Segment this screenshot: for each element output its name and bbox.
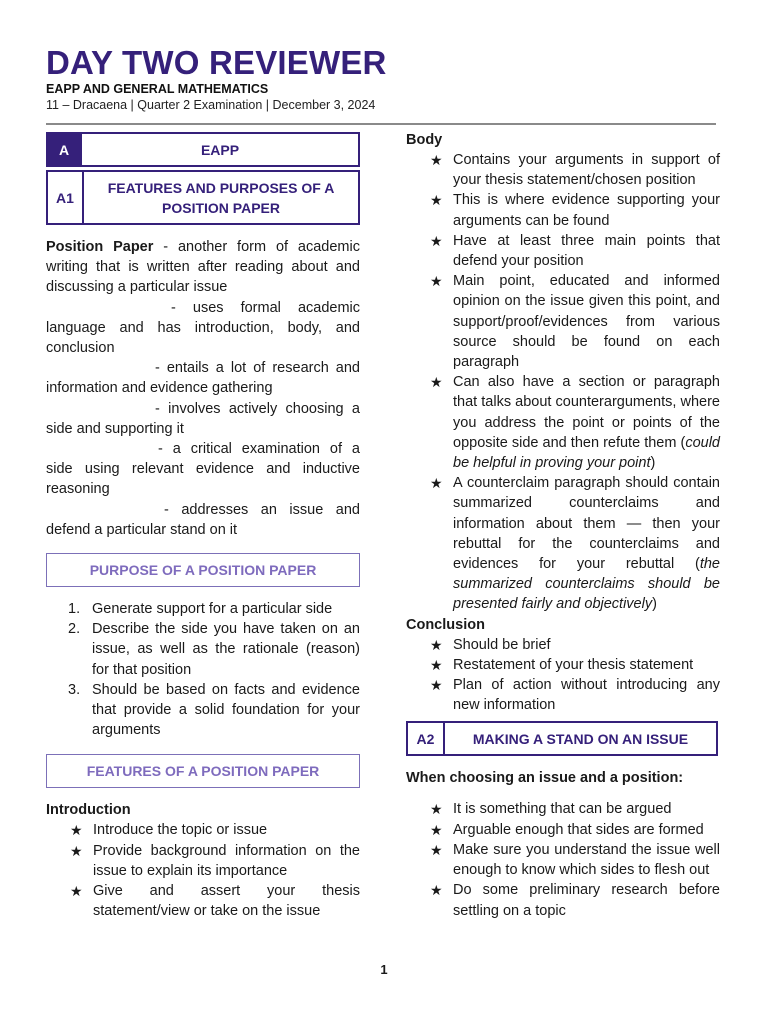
star-icon: ★ <box>430 841 443 858</box>
star-icon: ★ <box>430 192 443 209</box>
conclusion-list <box>406 635 720 716</box>
list-item: ★ Should be brief <box>406 635 720 655</box>
star-icon: ★ <box>430 677 443 694</box>
star-icon: ★ <box>70 822 83 839</box>
purpose-list <box>46 599 360 740</box>
list-item: ★ Have at least three main points that defend your position <box>430 232 720 270</box>
introduction-label: Introduction <box>46 802 131 819</box>
list-item: ★ Restatement of your thesis statement <box>406 655 720 675</box>
list-item: ★ Make sure you understand the issue well enough to know which sides to flesh out <box>430 841 720 879</box>
section-a-box <box>46 132 360 167</box>
definition-term: Position Paper <box>46 239 154 255</box>
page-number: 1 <box>380 962 388 977</box>
definition-line: - uses formal academic language and has introduction, body, and conclusion <box>46 299 360 357</box>
star-icon: ★ <box>430 801 443 818</box>
section-a1-code: A1 <box>48 172 84 223</box>
list-item: ★ It is something that can be argued <box>406 799 720 819</box>
star-icon: ★ <box>430 475 443 492</box>
section-a1-box <box>46 170 360 225</box>
section-a2-code: A2 <box>408 723 445 754</box>
star-icon: ★ <box>430 273 443 290</box>
list-item: ★ This is where evidence supporting your arguments can be found <box>430 192 720 229</box>
star-icon: ★ <box>430 232 443 249</box>
star-icon: ★ <box>70 883 83 900</box>
definition-intro-text: - another form of academic writing that is written after reading about and discussing a particular issue <box>46 239 360 296</box>
definition-block <box>46 237 360 540</box>
body-list <box>406 150 720 615</box>
star-icon: ★ <box>430 152 443 168</box>
section-a2-box <box>406 721 718 756</box>
page-meta: 11 – Dracaena | Quarter 2 Examination | December 3, 2024 <box>46 98 376 112</box>
star-icon: ★ <box>430 882 443 899</box>
star-icon: ★ <box>430 821 443 838</box>
list-item: ★ Do some preliminary research before settling on a topic <box>430 882 720 919</box>
left-column <box>46 132 360 921</box>
list-item: 1. Generate support for a particular side <box>68 601 333 618</box>
definition-line: - entails a lot of research and information and evidence gathering <box>46 360 360 397</box>
definition-line: - involves actively choosing a side and supporting it <box>46 400 360 437</box>
features-heading: FEATURES OF A POSITION PAPER <box>46 754 360 788</box>
star-icon: ★ <box>430 374 443 391</box>
list-item: 2. Describe the side you have taken on an issue, as well as the rationale (reason) for that position <box>68 621 360 678</box>
page-subtitle: EAPP AND GENERAL MATHEMATICS <box>46 82 269 96</box>
right-column <box>406 130 720 921</box>
page-title: DAY TWO REVIEWER <box>46 44 387 81</box>
definition-line: - a critical examination of a side using relevant evidence and inductive reasoning <box>46 441 360 498</box>
section-a1-title: FEATURES AND PURPOSES OF A POSITION PAPER <box>107 179 335 216</box>
section-a-title: EAPP <box>200 141 240 158</box>
body-label: Body <box>406 132 443 148</box>
conclusion-label: Conclusion <box>406 616 485 633</box>
list-item: ★ Contains your arguments in support of your thesis statement/chosen position <box>430 152 720 189</box>
list-item: ★ A counterclaim paragraph should contain summarized counterclaims and information about them — then your rebuttal for the counterclaims and evidences for your rebuttal (the summarized counterclaims should be presented fairly and objectively) <box>430 475 720 613</box>
list-item: ★ Introduce the topic or issue <box>46 820 360 840</box>
list-item: ★ Can also have a section or paragraph that talks about counterarguments, where you address the point or points of the opposite side and then refute them (could be helpful in proving your point) <box>430 374 720 472</box>
star-icon: ★ <box>430 636 443 653</box>
list-item: ★ Give and assert your thesis statement/view or take on the issue <box>70 883 360 920</box>
header-divider <box>46 123 716 125</box>
list-item: ★ Main point, educated and informed opinion on the issue given this point, and support/proof/evidences from various source should be found on each paragraph <box>430 273 720 371</box>
list-item: ★ Plan of action without introducing any new information <box>430 677 720 714</box>
list-item: 3. Should be based on facts and evidence that provide a solid foundation for your arguments <box>68 681 360 739</box>
list-item: ★ Arguable enough that sides are formed <box>406 820 720 840</box>
definition-intro <box>46 237 360 298</box>
definition-line: - addresses an issue and defend a particular stand on it <box>46 501 360 538</box>
a2-lead: When choosing an issue and a position: <box>406 770 684 787</box>
star-icon: ★ <box>70 842 83 859</box>
star-icon: ★ <box>430 656 443 673</box>
section-a2-title: MAKING A STAND ON AN ISSUE <box>472 730 689 747</box>
list-item: ★ Provide background information on the issue to explain its importance <box>70 842 360 879</box>
section-a-code: A <box>48 134 82 165</box>
a2-list <box>406 799 720 920</box>
purpose-heading: PURPOSE OF A POSITION PAPER <box>46 553 360 587</box>
introduction-list <box>46 820 360 921</box>
